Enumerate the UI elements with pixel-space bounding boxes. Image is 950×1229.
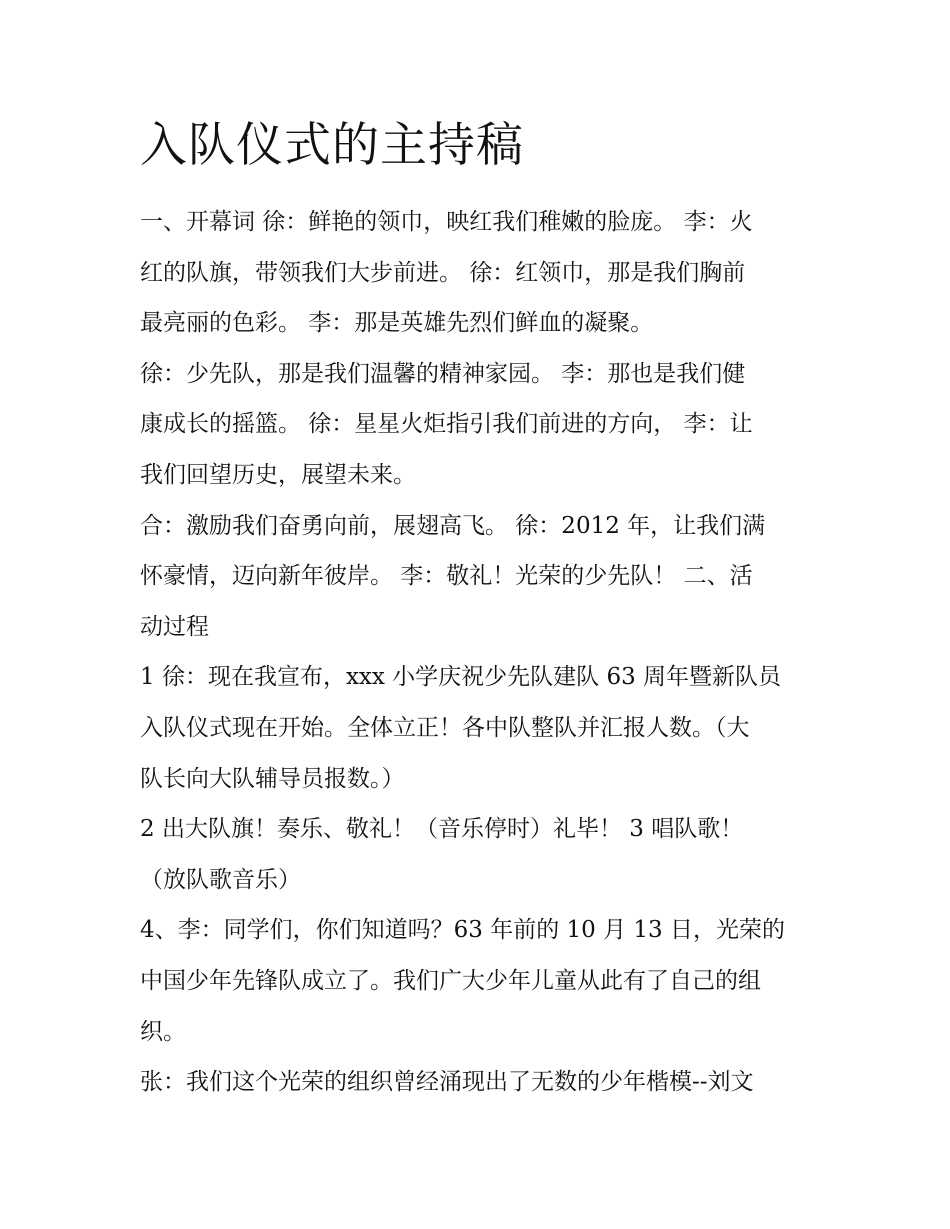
text-line: 中国少年先锋队成立了。我们广大少年儿童从此有了自己的组 [140, 967, 761, 994]
text-line: 入队仪式现在开始。全体立正！各中队整队并汇报人数。（大 [140, 714, 750, 741]
text-line: 1 徐：现在我宣布，xxx 小学庆祝少先队建队 63 周年暨新队员 [140, 664, 782, 691]
paragraph-opening [140, 197, 820, 349]
document-body [140, 197, 820, 1108]
text-line: 2 出大队旗！奏乐、敬礼！（音乐停时）礼毕！ 3 唱队歌！ [140, 816, 744, 843]
paragraph-step-2-3 [140, 804, 820, 905]
text-line: 织。 [140, 1018, 186, 1045]
text-line: 我们回望历史，展望未来。 [140, 461, 416, 488]
text-line: 动过程 [140, 613, 209, 640]
document-title: 入队仪式的主持稿 [140, 118, 524, 173]
text-line: 康成长的摇篮。 徐：星星火炬指引我们前进的方向， 李：让 [140, 411, 753, 438]
paragraph-dialogue-1 [140, 349, 820, 501]
text-line: 红的队旗，带领我们大步前进。 徐：红领巾，那是我们胸前 [140, 259, 746, 286]
paragraph-step-4 [140, 905, 820, 1057]
text-line: 最亮丽的色彩。 李：那是英雄先烈们鲜血的凝聚。 [140, 310, 654, 337]
text-line: 怀豪情，迈向新年彼岸。 李：敬礼！光荣的少先队！ 二、活 [140, 563, 753, 590]
paragraph-step-1 [140, 652, 820, 804]
text-line: （放队歌音乐） [140, 866, 301, 893]
paragraph-zhang [140, 1057, 820, 1108]
paragraph-dialogue-2 [140, 501, 820, 653]
text-line: 合：激励我们奋勇向前，展翅高飞。 徐：2012 年，让我们满 [140, 512, 766, 539]
text-line: 队长向大队辅导员报数。） [140, 765, 405, 792]
text-line: 徐：少先队，那是我们温馨的精神家园。 李：那也是我们健 [140, 360, 746, 387]
text-line: 张：我们这个光荣的组织曾经涌现出了无数的少年楷模--刘文 [140, 1069, 754, 1096]
text-line: 4、李：同学们，你们知道吗？63 年前的 10 月 13 日，光荣的 [140, 917, 785, 944]
text-line: 一、开幕词 徐：鲜艳的领巾，映红我们稚嫩的脸庞。 李：火 [140, 209, 753, 235]
